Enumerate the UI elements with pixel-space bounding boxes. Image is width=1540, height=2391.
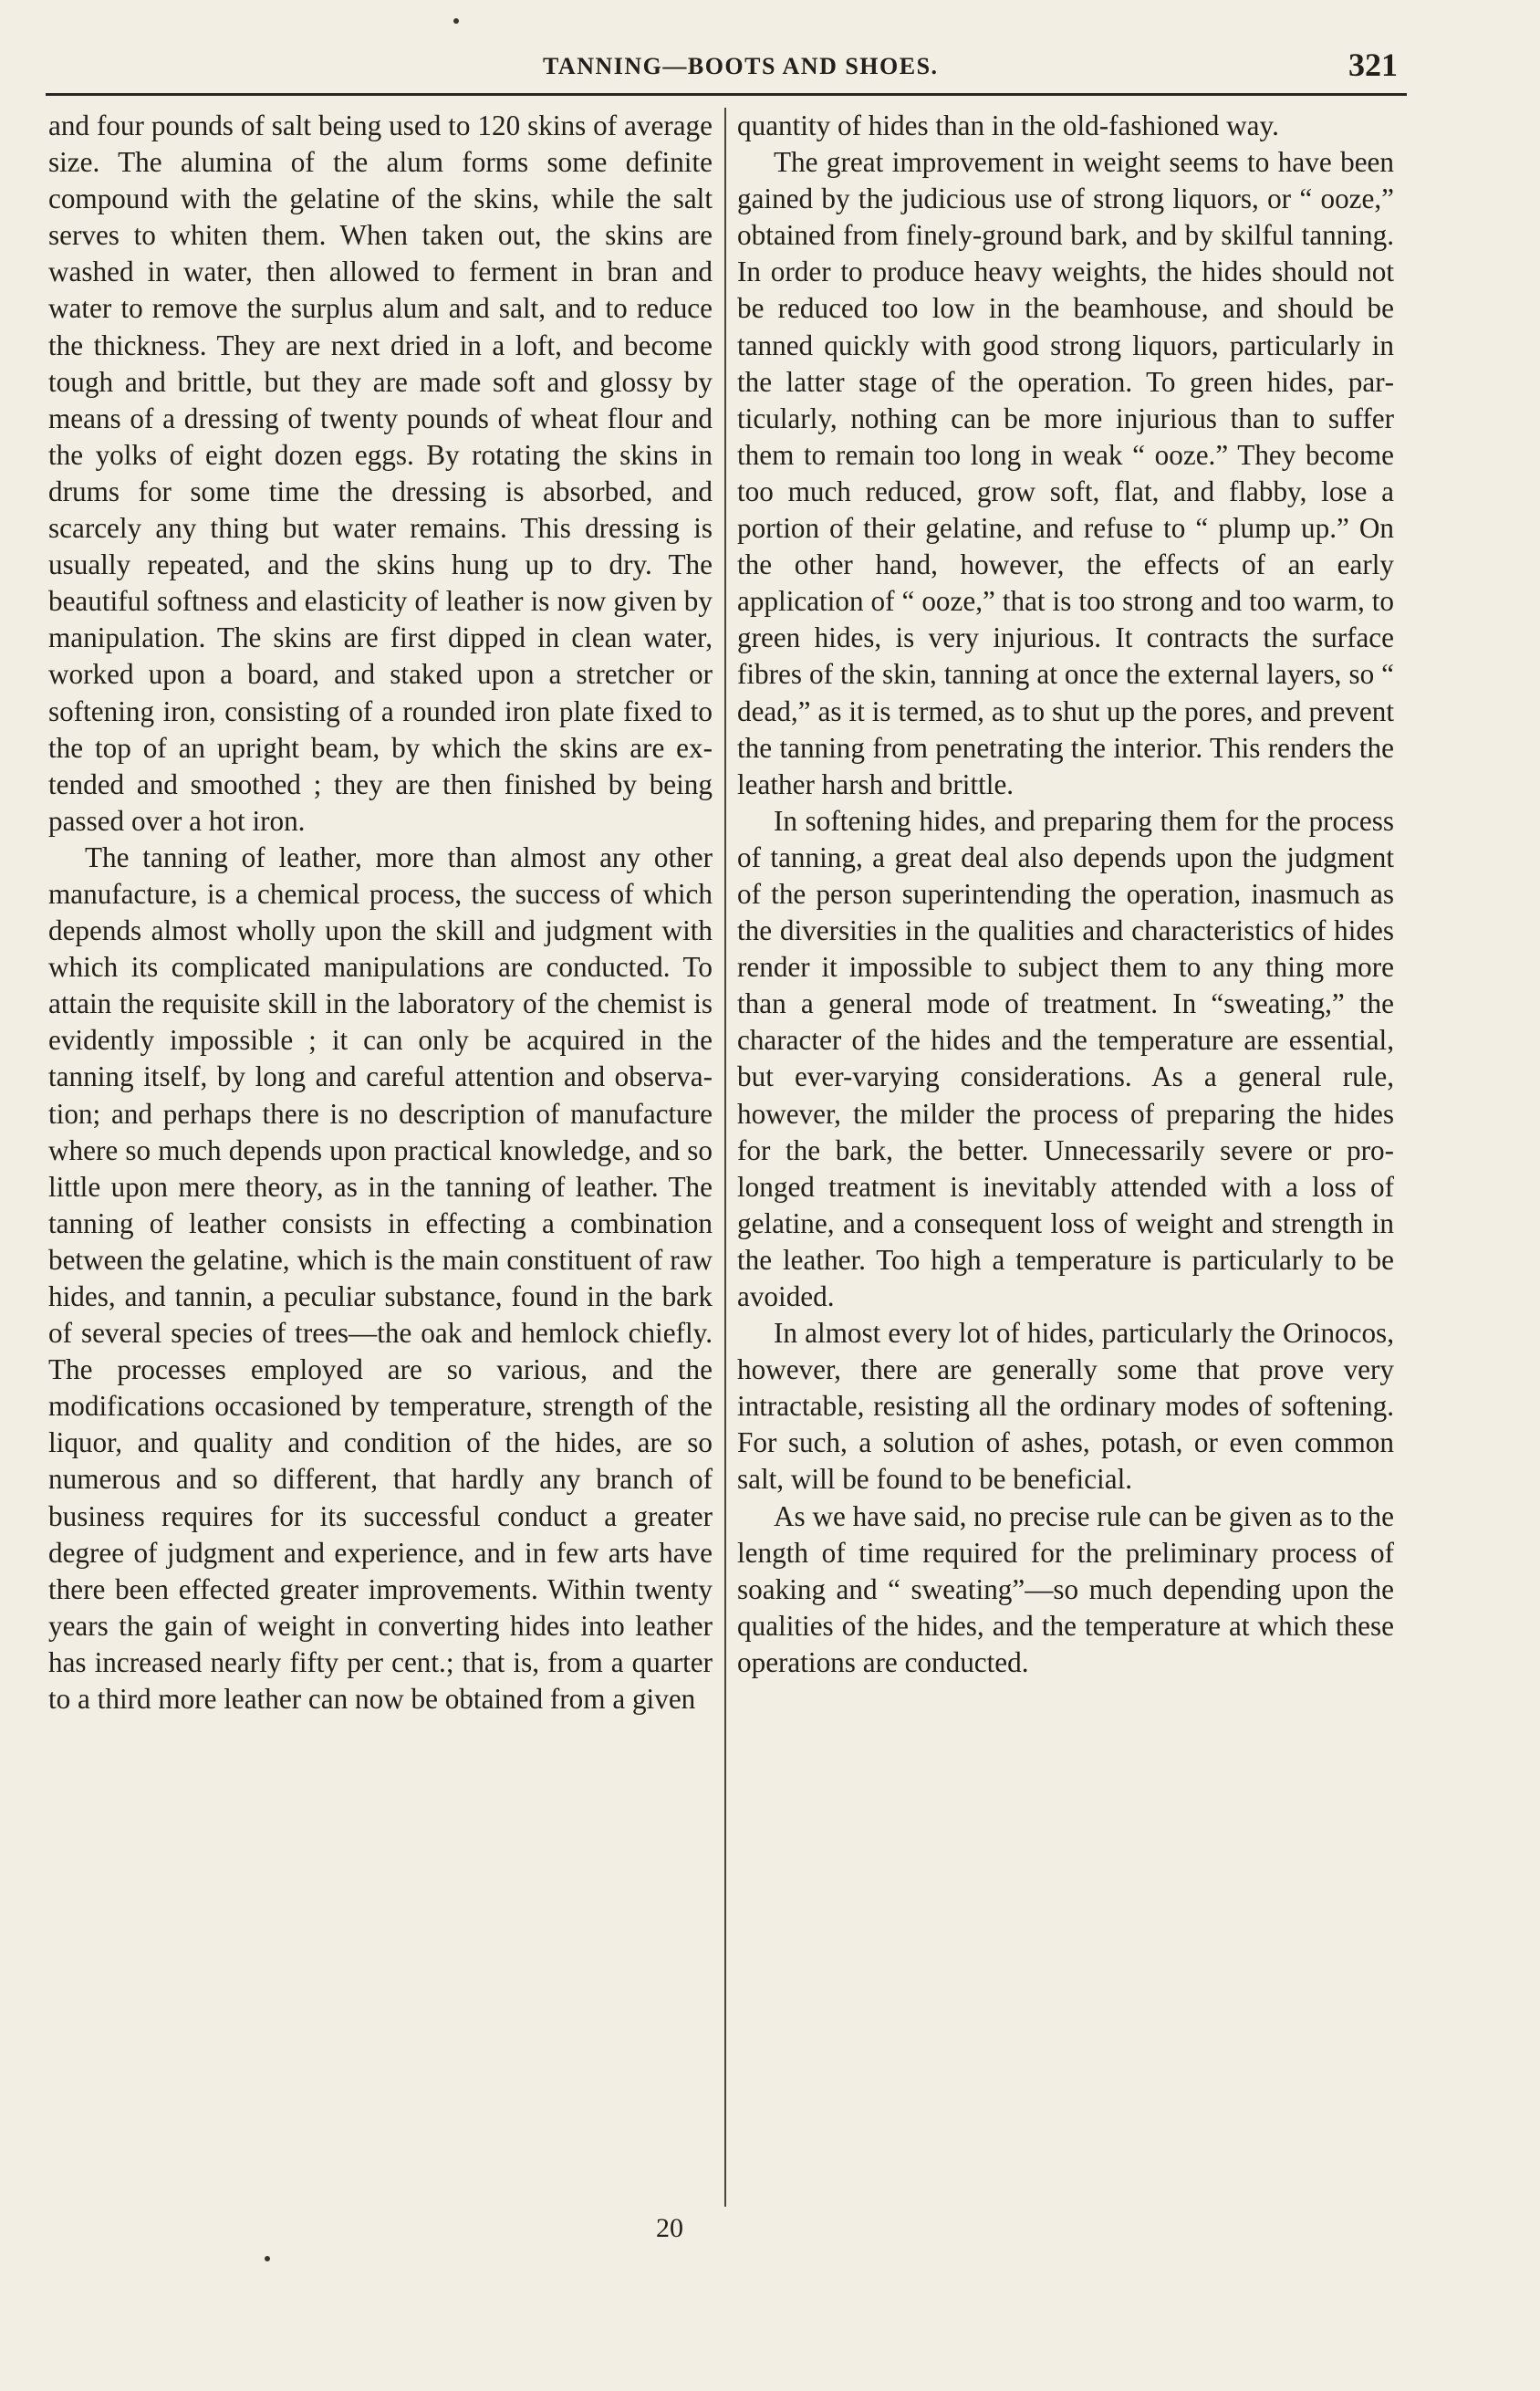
running-title: TANNING—BOOTS AND SHOES. <box>543 53 939 79</box>
column-divider <box>724 108 726 2207</box>
signature-number: 20 <box>656 2213 683 2243</box>
paragraph: As we have said, no precise rule can be given as to the length of time required for the preliminary process of soaking and “ sweating”—so much depending upon the qualities of the hides, and the temperature at which these operations are conducted. <box>737 1499 1394 1678</box>
right-column <box>737 108 1394 2216</box>
paragraph: and four pounds of salt being used to 120 skins of average size. The alumina of the alum forms some definite compound with the gelatine of the skins, while the salt serves to whiten them. When taken out, the skins are washed in water, then allowed to ferment in bran and water to remove the surplus alum and salt, and to reduce the thickness. They are next dried in a loft, and become tough and brittle, but they are made soft and glossy by means of a dressing of twenty pounds of wheat flour and the yolks of eight dozen eggs. By rotating the skins in drums for some time the dressing is absorbed, and scarcely any thing but water remains. This dressing is usually repeated, and the skins hung up to dry. The beautiful softness and elasticity of leather is now given by manipulation. The skins are first dipped in clean water, worked upon a board, and staked upon a stretcher or softening iron, consisting of a rounded iron plate fixed to the top of an upright beam, by which the skins are extended and smoothed ; they are then finished by being passed over a hot iron. <box>48 110 713 837</box>
printer-signature <box>0 2213 1540 2244</box>
paragraph: In almost every lot of hides, particularly the Orinocos, however, there are generally some that prove very intractable, resisting all the ordinary modes of softening. For such, a solution of ashes, potash, or even common salt, will be found to be beneficial. <box>737 1317 1394 1496</box>
page-number: 321 <box>1348 47 1398 83</box>
paragraph: The tanning of leather, more than almost any other manufacture, is a chemical process, the success of which depends almost wholly upon the skill and judgment with which its complicated manipulations are conducted. To attain the requisite skill in the laboratory of the chemist is evidently impossible ; it can only be acquired in the tanning itself, by long and careful attention and observation; and perhaps there is no description of manufacture where so much depends upon practical knowledge, and so little upon mere theory, as in the tanning of leather. The tanning of leather consists in effecting a combination between the gelatine, which is the main constituent of raw hides, and tannin, a peculiar substance, found in the bark of several species of trees—the oak and hemlock chiefly. The processes employed are so various, and the modifications occasioned by temperature, strength of the liquor, and quality and condition of the hides, are so numerous and so different, that hardly any branch of business requires for its successful conduct a greater degree of judgment and experience, and in few arts have there been effected greater improvements. Within twenty years the gain of weight in converting hides into leather has increased nearly fifty per cent.; that is, from a quarter to a third more leather can now be obtained from a given <box>48 841 713 1716</box>
left-column <box>48 108 713 2216</box>
paragraph: quantity of hides than in the old-fashioned way. <box>737 110 1279 141</box>
paragraph: The great improvement in weight seems to have been gained by the judicious use of strong liquors, or “ ooze,” obtained from finely-ground bark, and by skilful tanning. In order to produce heavy weights, the hides should not be reduced too low in the beamhouse, and should be tanned quickly with good strong liquors, particularly in the latter stage of the operation. To green hides, particularly, nothing can be more injurious than to suffer them to remain too long in weak “ ooze.” They become too much reduced, grow soft, flat, and flabby, lose a portion of their gelatine, and refuse to “ plump up.” On the other hand, however, the effects of an early application of “ ooze,” that is too strong and too warm, to green hides, is very injurious. It contracts the surface fibres of the skin, tanning at once the external layers, so “ dead,” as it is termed, as to shut up the pores, and prevent the tanning from penetrating the interior. This renders the leather harsh and brittle. <box>737 146 1394 800</box>
printer-dot <box>453 18 459 24</box>
header-rule <box>46 93 1407 96</box>
printer-dot <box>265 2256 270 2261</box>
page-header <box>46 44 1407 89</box>
paragraph: In softening hides, and preparing them for the process of tanning, a great deal also depends upon the judgment of the person superintending the operation, inasmuch as the diversities in the qualities and characteristics of hides render it impossible to subject them to any thing more than a general mode of treatment. In “sweating,” the character of the hides and the temperature are essential, but ever-varying considerations. As a general rule, however, the milder the process of preparing the hides for the bark, the better. Unnecessarily severe or prolonged treatment is inevitably attended with a loss of gelatine, and a consequent loss of weight and strength in the leather. Too high a temperature is particularly to be avoided. <box>737 804 1394 1312</box>
